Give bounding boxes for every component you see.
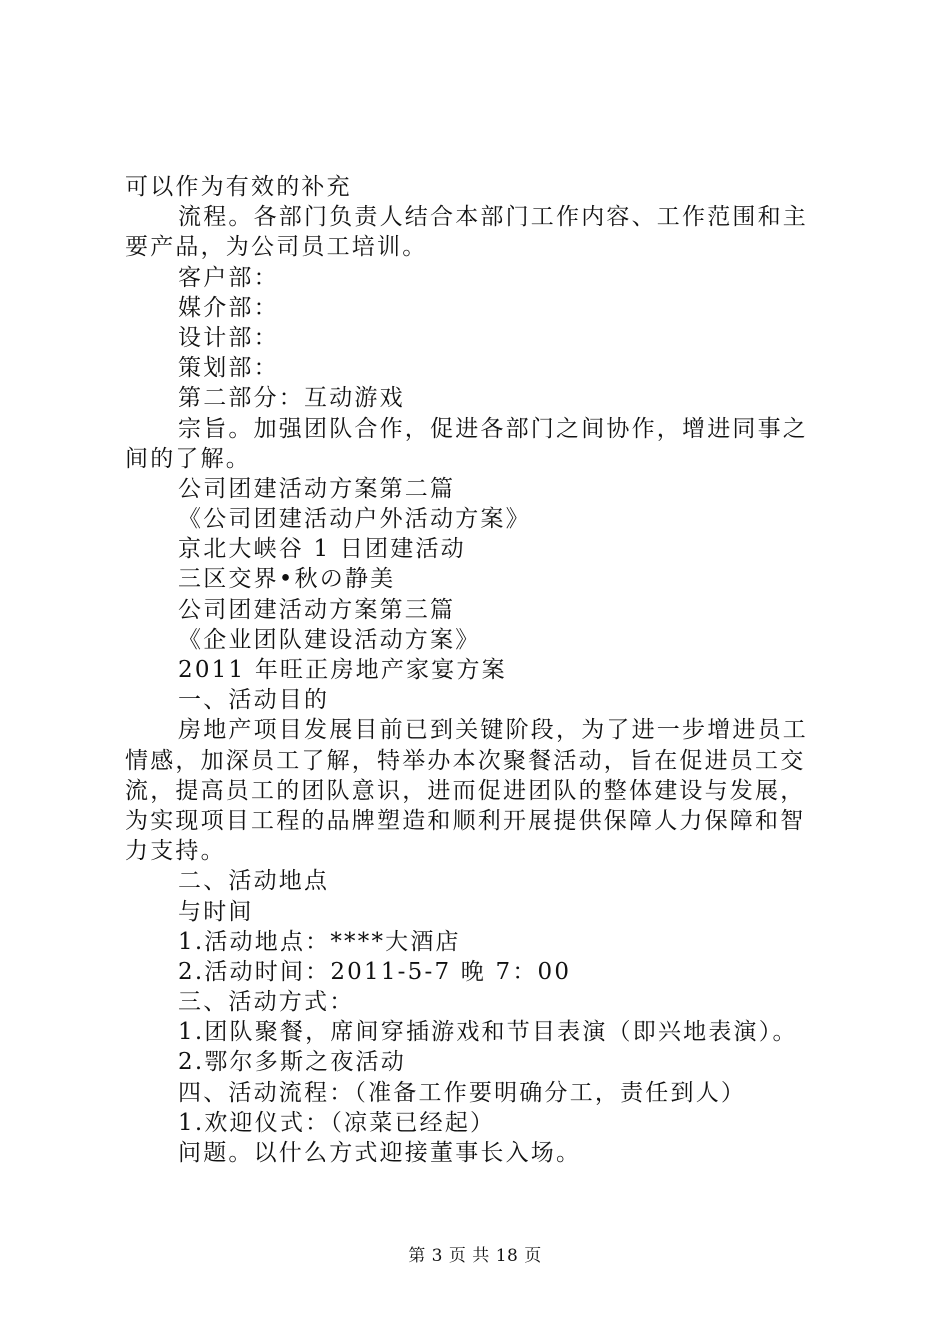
text-line: 二、活动地点	[178, 868, 330, 895]
text-line: 宗旨。加强团队合作，促进各部门之间协作，增进同事之	[178, 415, 808, 442]
text-line: 2011 年旺正房地产家宴方案	[178, 657, 507, 683]
text-line: 公司团建活动方案第三篇	[178, 596, 456, 623]
text-line: 设计部：	[178, 324, 279, 351]
text-line: 间的了解。	[125, 445, 251, 472]
text-line: 流程。各部门负责人结合本部门工作内容、工作范围和主	[178, 204, 808, 231]
text-line: 策划部：	[178, 355, 279, 382]
text-line: 三、活动方式：	[178, 989, 355, 1016]
text-line: 为实现项目工程的品牌塑造和顺利开展提供保障人力保障和智	[125, 807, 806, 834]
text-line: 客户部：	[178, 264, 279, 291]
text-line: 四、活动流程：（准备工作要明确分工，责任到人）	[178, 1079, 747, 1106]
text-line: 第二部分：互动游戏	[178, 385, 405, 412]
text-line: 流，提高员工的团队意识，进而促进团队的整体建设与发展，	[125, 777, 806, 804]
text-line: 问题。以什么方式迎接董事长入场。	[178, 1140, 582, 1166]
text-line: 力支持。	[125, 838, 226, 865]
text-line: 公司团建活动方案第二篇	[178, 475, 456, 502]
text-line: 2.活动时间：2011-5-7 晚 7：00	[178, 958, 572, 985]
text-line: 房地产项目发展目前已到关键阶段，为了进一步增进员工	[178, 717, 808, 744]
text-line: 一、活动目的	[178, 687, 330, 714]
text-line: 媒介部：	[178, 294, 279, 321]
text-line: 可以作为有效的补充	[125, 174, 352, 200]
text-line: 京北大峡谷 1 日团建活动	[178, 536, 466, 563]
text-line: 与时间	[178, 898, 254, 925]
text-line: 要产品，为公司员工培训。	[125, 234, 428, 261]
text-line: 情感，加深员工了解，特举办本次聚餐活动，旨在促进员工交	[125, 747, 806, 774]
text-line: 1.欢迎仪式：（凉菜已经起）	[178, 1109, 496, 1136]
text-line: 三区交界•秋の静美	[178, 566, 396, 593]
page-footer: 第 3 页 共 18 页	[408, 1246, 542, 1266]
text-line: 1.活动地点：****大酒店	[178, 928, 461, 955]
document-body	[125, 172, 835, 1168]
text-line: 2.鄂尔多斯之夜活动	[178, 1049, 406, 1076]
text-line: 1.团队聚餐，席间穿插游戏和节目表演（即兴地表演）。	[178, 1019, 798, 1046]
text-line: 《企业团队建设活动方案》	[178, 626, 481, 653]
text-line: 《公司团建活动户外活动方案》	[178, 506, 531, 533]
